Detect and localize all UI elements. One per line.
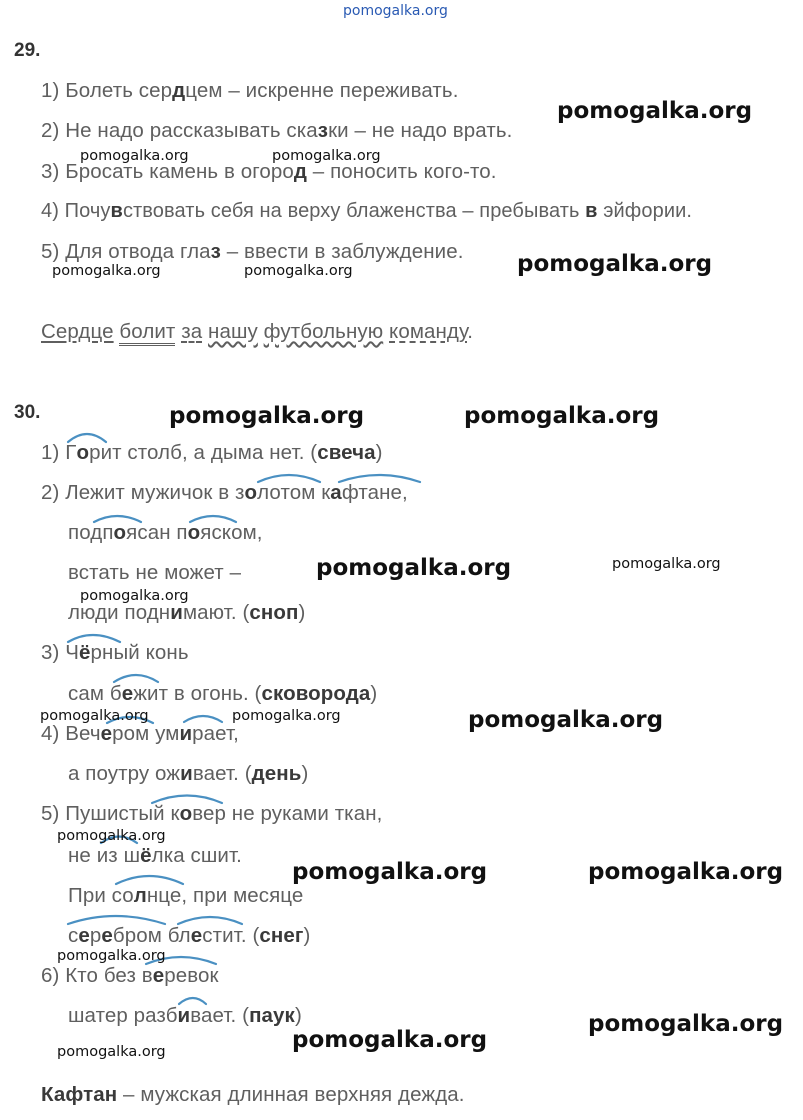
watermark-large: pomogalka.org: [292, 859, 488, 885]
ex30-line-9: а поутру оживает. (день): [68, 762, 309, 785]
watermark-small: pomogalka.org: [57, 948, 166, 964]
watermark-small: pomogalka.org: [57, 1044, 166, 1060]
term-kaftan: Кафтан: [41, 1083, 118, 1106]
riddle-answer: сковорода: [261, 682, 371, 705]
watermark-large: pomogalka.org: [517, 251, 713, 277]
exercise-29-number: 29.: [14, 40, 41, 61]
ex30-line-8: 4) Вечером умирает,: [41, 722, 239, 745]
preposition-word: за: [181, 320, 203, 343]
predicate-word: болит: [119, 320, 175, 346]
watermark-large: pomogalka.org: [557, 98, 753, 124]
watermark-large: pomogalka.org: [468, 707, 664, 733]
definition-word-1: нашу: [208, 320, 258, 343]
exercise-30-number: 30.: [14, 402, 41, 423]
root-arc: [68, 916, 165, 924]
ex30-line-15: шатер разбивает. (паук): [68, 1004, 302, 1027]
watermark-small: pomogalka.org: [612, 556, 721, 572]
riddle-answer: сноп: [249, 601, 299, 624]
watermark-small: pomogalka.org: [52, 263, 161, 279]
bold-letter: д: [172, 79, 186, 102]
watermark-small: pomogalka.org: [244, 263, 353, 279]
object-word: команду: [389, 320, 468, 343]
ex30-line-6: 3) Чёрный конь: [41, 641, 189, 664]
root-arc: [178, 917, 242, 924]
bold-letter: в: [585, 200, 598, 222]
root-arc: [116, 876, 183, 884]
ex29-item-2: 2) Не надо рассказывать сказки – не надо врать.: [41, 119, 513, 142]
riddle-answer: паук: [249, 1004, 295, 1027]
bold-letter: з: [210, 240, 221, 263]
definition-word-2: футбольную: [263, 320, 384, 343]
watermark-small: pomogalka.org: [272, 148, 381, 164]
ex30-line-3: подпоясан пояском,: [68, 521, 263, 544]
ex30-line-1: 1) Горит столб, а дыма нет. (свеча): [41, 441, 383, 464]
bold-letter: в: [110, 200, 123, 222]
watermark-large: pomogalka.org: [316, 555, 512, 581]
riddle-answer: день: [251, 762, 302, 785]
subject-word: Сердце: [41, 320, 114, 343]
watermark-large: pomogalka.org: [169, 403, 365, 429]
riddle-answer: свеча: [317, 441, 376, 464]
ex29-item-3: 3) Бросать камень в огород – поносить кого-то.: [41, 160, 497, 183]
ex30-line-14: 6) Кто без веревок: [41, 964, 219, 987]
riddle-answer: снег: [259, 924, 304, 947]
watermark-large: pomogalka.org: [588, 1011, 784, 1037]
top-watermark: pomogalka.org: [343, 3, 448, 19]
watermark-small: pomogalka.org: [80, 148, 189, 164]
ex30-line-12: При солнце, при месяце: [68, 884, 304, 907]
ex30-line-11: не из шёлка сшит.: [68, 844, 242, 867]
watermark-large: pomogalka.org: [588, 859, 784, 885]
watermark-large: pomogalka.org: [464, 403, 660, 429]
bold-letter: з: [317, 119, 329, 142]
ex30-line-10: 5) Пушистый ковер не руками ткан,: [41, 802, 383, 825]
ex30-line-4: встать не может –: [68, 561, 242, 584]
watermark-small: pomogalka.org: [40, 708, 149, 724]
watermark-large: pomogalka.org: [292, 1027, 488, 1053]
ex30-line-5: люди поднимают. (сноп): [68, 601, 306, 624]
ex30-line-7: сам бежит в огонь. (сковорода): [68, 682, 378, 705]
ex29-item-5: 5) Для отвода глаз – ввести в заблуждение.: [41, 240, 464, 263]
watermark-small: pomogalka.org: [232, 708, 341, 724]
ex29-sentence: Сердце болит за нашу футбольную команду.: [41, 320, 473, 344]
ex29-item-4: 4) Почувствовать себя на верху блаженства – пребывать в эйфории.: [41, 200, 693, 222]
ex30-line-2: 2) Лежит мужичок в золотом кафтане,: [41, 481, 408, 504]
root-arc: [114, 675, 158, 682]
ex29-item-1: 1) Болеть сердцем – искренне переживать.: [41, 79, 459, 102]
ex30-footer: Кафтан – мужская длинная верхняя дежда.: [41, 1083, 465, 1106]
watermark-small: pomogalka.org: [80, 588, 189, 604]
bold-letter: д: [293, 160, 307, 183]
ex30-line-13: серебром блестит. (снег): [68, 924, 311, 947]
watermark-small: pomogalka.org: [57, 828, 166, 844]
